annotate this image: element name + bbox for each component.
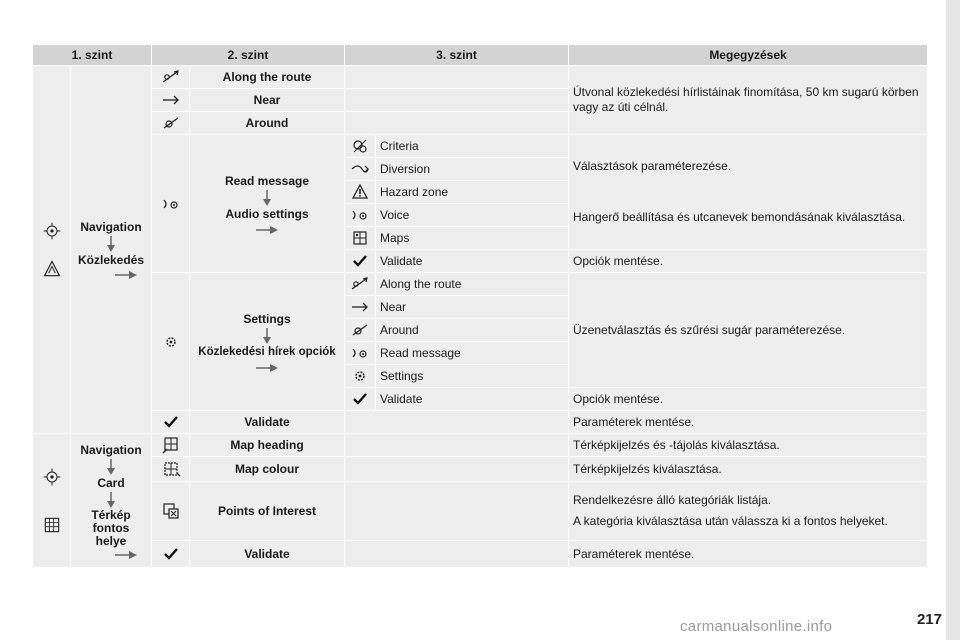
empty-cell [345,112,569,135]
option-icon-cell [152,482,190,541]
empty-cell [345,434,569,457]
validate-audio[interactable]: Validate [376,250,569,273]
table-row [33,411,928,434]
item-read-message[interactable]: Read message [376,342,569,365]
right-arrow-icon [256,226,278,234]
navigation-target-icon [42,221,62,241]
option-near[interactable]: Near [190,89,345,112]
checkmark-icon [161,412,181,432]
item-icon-cell [345,227,376,250]
empty-cell [345,482,569,541]
around-icon [350,320,370,340]
table-row [33,457,928,482]
card-label: Card [97,475,125,490]
item-icon-cell [345,135,376,158]
empty-cell [345,89,569,112]
along-route-icon [161,67,181,87]
option-icon-cell [152,541,190,568]
poi-description-line-1: Rendelkezésre álló kategóriák listája. [573,493,772,507]
right-arrow-icon [115,271,137,279]
audio-settings-label: Audio settings [225,206,309,221]
down-arrow-icon [263,328,271,344]
near-arrow-icon [161,90,181,110]
along-route-icon [350,274,370,294]
item-voice[interactable]: Voice [376,204,569,227]
table-header-row [33,45,928,66]
option-icon-cell [152,89,190,112]
level1-nav-cell [71,434,152,568]
criteria-icon [350,136,370,156]
navigation-target-icon [42,467,62,487]
validate-traffic-description: Paraméterek mentése. [569,411,928,434]
diversion-icon [350,159,370,179]
settings-icon [161,332,181,352]
map-poi-label: Térkép fontos helye [91,507,131,548]
page-number: 217 [916,611,942,628]
down-arrow-icon [263,190,271,206]
read-message-label: Read message [224,173,310,188]
checkmark-icon [161,544,181,564]
table-row [33,135,928,158]
item-diversion[interactable]: Diversion [376,158,569,181]
navigation-label: Navigation [80,442,142,457]
audio-description-line-1: Választások paraméterezése. [573,159,732,173]
validate-map[interactable]: Validate [190,541,345,568]
item-hazard-zone[interactable]: Hazard zone [376,181,569,204]
map-heading-description: Térképkijelzés és -tájolás kiválasztása. [569,434,928,457]
option-map-colour[interactable]: Map colour [190,457,345,482]
empty-cell [345,541,569,568]
poi-description [569,482,928,541]
settings-description: Üzenetválasztás és szűrési sugár paraméterezése. [569,273,928,388]
item-along-route[interactable]: Along the route [376,273,569,296]
poi-icon [161,501,181,521]
item-icon-cell [345,342,376,365]
traffic-options-label: Közlekedési hírek opciók [198,345,336,358]
traffic-label: Közlekedés [77,253,145,267]
table-row [33,273,928,296]
route-description: Útvonal közlekedési hírlistáinak finomítása, 50 km sugarú körben vagy az úti célnál. [569,66,928,135]
page-edge-bar [946,0,960,640]
checkmark-icon [350,389,370,409]
validate-audio-description: Opciók mentése. [569,250,928,273]
item-criteria[interactable]: Criteria [376,135,569,158]
item-maps[interactable]: Maps [376,227,569,250]
header-notes: Megegyzések [569,45,928,66]
option-icon-cell [152,66,190,89]
table-row [33,434,928,457]
voice-icon [350,343,370,363]
table-row [33,66,928,89]
level1-icon-cell [33,66,71,434]
traffic-warning-icon [42,259,62,279]
settings-cell[interactable] [190,273,345,411]
item-icon-cell [345,250,376,273]
watermark: carmanualsonline.info [680,618,833,635]
navigation-label: Navigation [80,220,142,234]
checkmark-icon [350,251,370,271]
header-level-1: 1. szint [33,45,152,66]
item-icon-cell [345,296,376,319]
map-grid-icon [42,515,62,535]
item-icon-cell [345,181,376,204]
option-map-heading[interactable]: Map heading [190,434,345,457]
read-message-cell[interactable] [190,135,345,273]
near-arrow-icon [350,297,370,317]
voice-icon [161,194,181,214]
option-along-route[interactable]: Along the route [190,66,345,89]
validate-traffic[interactable]: Validate [190,411,345,434]
level1-nav-cell [71,66,152,434]
option-icon-cell [152,457,190,482]
audio-description-line-2: Hangerő beállítása és utcanevek bemondásának kiválasztása. [573,210,906,224]
down-arrow-icon [107,236,115,252]
validate-settings-description: Opciók mentése. [569,388,928,411]
option-points-of-interest[interactable]: Points of Interest [190,482,345,541]
down-arrow-icon [107,459,115,475]
table-row [33,541,928,568]
map-colour-description: Térképkijelzés kiválasztása. [569,457,928,482]
item-icon-cell [345,204,376,227]
voice-icon [350,205,370,225]
item-settings[interactable]: Settings [376,365,569,388]
empty-cell [345,411,569,434]
poi-description-line-2: A kategória kiválasztása után válassza ki a fontos helyeket. [573,514,888,528]
empty-cell [345,457,569,482]
settings-icon [350,366,370,386]
hazard-zone-icon [350,182,370,202]
right-arrow-icon [115,551,137,559]
option-icon-cell [152,273,190,411]
map-colour-icon [161,459,181,479]
item-icon-cell [345,158,376,181]
validate-settings[interactable]: Validate [376,388,569,411]
option-icon-cell [152,434,190,457]
option-icon-cell [152,411,190,434]
empty-cell [345,66,569,89]
item-icon-cell [345,365,376,388]
option-icon-cell [152,135,190,273]
map-heading-icon [161,435,181,455]
item-icon-cell [345,273,376,296]
header-level-3: 3. szint [345,45,569,66]
settings-label: Settings [243,311,291,326]
validate-map-description: Paraméterek mentése. [569,541,928,568]
option-icon-cell [152,112,190,135]
audio-description [569,135,928,250]
item-icon-cell [345,319,376,342]
down-arrow-icon [107,492,115,508]
item-near[interactable]: Near [376,296,569,319]
item-icon-cell [345,388,376,411]
maps-icon [350,228,370,248]
level1-icon-cell [33,434,71,568]
header-level-2: 2. szint [152,45,345,66]
around-icon [161,113,181,133]
table-row [33,482,928,541]
option-around[interactable]: Around [190,112,345,135]
right-arrow-icon [256,364,278,372]
navigation-menu-table [32,44,928,568]
item-around[interactable]: Around [376,319,569,342]
